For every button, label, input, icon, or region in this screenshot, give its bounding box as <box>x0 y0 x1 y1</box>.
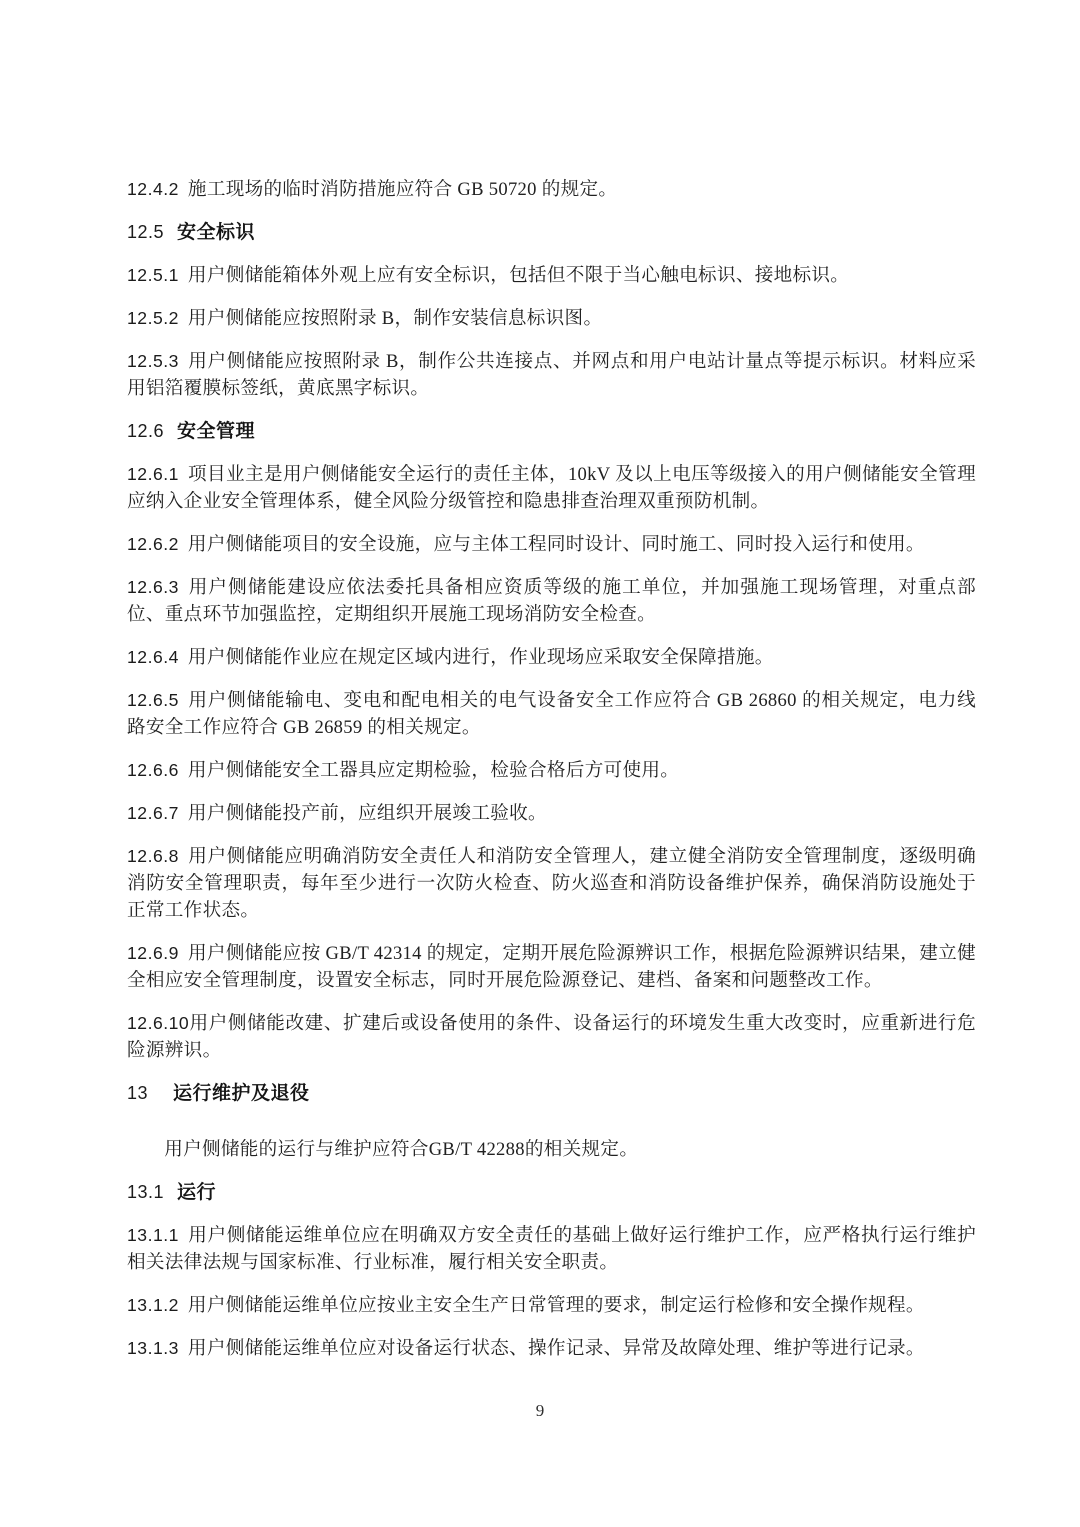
clause-13-1-2 <box>127 1292 976 1319</box>
clause-number: 12.6.1 <box>127 464 179 484</box>
clause-12-6-10 <box>127 1010 976 1064</box>
page-number: 9 <box>535 1401 545 1420</box>
clause-number: 12.6.2 <box>127 534 179 554</box>
clause-12-5-1 <box>127 262 976 289</box>
clause-text: 用户侧储能输电、变电和配电相关的电气设备安全工作应符合 GB 26860 的相关规定，电力线路安全工作应符合 GB 26859 的相关规定。 <box>127 690 976 738</box>
heading-number: 12.5 <box>127 222 165 242</box>
clause-12-4-2 <box>127 176 976 203</box>
clause-13-1-1 <box>127 1222 976 1276</box>
clause-text: 用户侧储能应明确消防安全责任人和消防安全管理人，建立健全消防安全管理制度，逐级明确消防安全管理职责，每年至少进行一次防火检查、防火巡查和消防设备维护保养，确保消防设施处于正常工作状态。 <box>127 846 976 921</box>
clause-number: 12.6.9 <box>127 943 179 963</box>
clause-text: 用户侧储能建设应依法委托具备相应资质等级的施工单位，并加强施工现场管理，对重点部位、重点环节加强监控，定期组织开展施工现场消防安全检查。 <box>127 577 976 625</box>
clause-text: 用户侧储能应按照附录 B，制作安装信息标识图。 <box>187 308 603 329</box>
clause-text: 用户侧储能项目的安全设施，应与主体工程同时设计、同时施工、同时投入运行和使用。 <box>187 534 925 555</box>
clause-number: 12.6.3 <box>127 577 179 597</box>
clause-12-6-1 <box>127 461 976 515</box>
clause-12-6-6 <box>127 757 976 784</box>
clause-text: 用户侧储能安全工器具应定期检验，检验合格后方可使用。 <box>187 760 680 781</box>
section-heading-12-6 <box>127 418 976 445</box>
clause-number: 12.5.3 <box>127 351 179 371</box>
section-heading-13-1 <box>127 1179 976 1206</box>
clause-12-5-3 <box>127 348 976 402</box>
clause-12-6-3 <box>127 574 976 628</box>
clause-number: 12.6.8 <box>127 846 179 866</box>
clause-12-5-2 <box>127 305 976 332</box>
heading-title: 运行维护及退役 <box>173 1083 310 1104</box>
clause-text: 用户侧储能应按 GB/T 42314 的规定，定期开展危险源辨识工作，根据危险源辨识结果，建立健全相应安全管理制度，设置安全标志，同时开展危险源登记、建档、备案和问题整改工作。 <box>127 943 976 991</box>
clause-text: 项目业主是用户侧储能安全运行的责任主体，10kV 及以上电压等级接入的用户侧储能安全管理应纳入企业安全管理体系，健全风险分级管控和隐患排查治理双重预防机制。 <box>127 464 976 512</box>
clause-number: 12.6.5 <box>127 690 179 710</box>
clause-number: 12.5.2 <box>127 308 179 328</box>
heading-title: 运行 <box>177 1182 217 1203</box>
clause-text: 用户侧储能作业应在规定区域内进行，作业现场应采取安全保障措施。 <box>187 647 774 668</box>
clause-12-6-8 <box>127 843 976 924</box>
heading-number: 12.6 <box>127 421 165 441</box>
clause-text: 用户侧储能箱体外观上应有安全标识，包括但不限于当心触电标识、接地标识。 <box>187 265 850 286</box>
clause-number: 12.5.1 <box>127 265 179 285</box>
section-heading-12-5 <box>127 219 976 246</box>
clause-number: 13.1.1 <box>127 1225 179 1245</box>
clause-number: 12.4.2 <box>127 179 179 199</box>
clause-number: 13.1.3 <box>127 1338 179 1358</box>
clause-12-6-9 <box>127 940 976 994</box>
clause-number: 13.1.2 <box>127 1295 179 1315</box>
clause-text: 用户侧储能运维单位应按业主安全生产日常管理的要求，制定运行检修和安全操作规程。 <box>187 1295 925 1316</box>
document-content <box>127 176 976 1378</box>
clause-12-6-2 <box>127 531 976 558</box>
clause-text: 用户侧储能应按照附录 B，制作公共连接点、并网点和用户电站计量点等提示标识。材料应采用铝箔覆膜标签纸，黄底黑字标识。 <box>127 351 976 399</box>
heading-title: 安全标识 <box>177 222 256 243</box>
heading-number: 13.1 <box>127 1182 165 1202</box>
clause-text: 用户侧储能运维单位应在明确双方安全责任的基础上做好运行维护工作，应严格执行运行维护相关法律法规与国家标准、行业标准，履行相关安全职责。 <box>127 1225 976 1273</box>
clause-number: 12.6.4 <box>127 647 179 667</box>
clause-text: 用户侧储能运维单位应对设备运行状态、操作记录、异常及故障处理、维护等进行记录。 <box>187 1338 925 1359</box>
chapter-heading-13 <box>127 1080 976 1107</box>
clause-12-6-4 <box>127 644 976 671</box>
clause-number: 12.6.7 <box>127 803 179 823</box>
clause-12-6-7 <box>127 800 976 827</box>
clause-13-1-3 <box>127 1335 976 1362</box>
clause-text: 施工现场的临时消防措施应符合 GB 50720 的规定。 <box>187 179 618 200</box>
body-paragraph: 用户侧储能的运行与维护应符合GB/T 42288的相关规定。 <box>164 1139 639 1160</box>
heading-title: 安全管理 <box>177 421 256 442</box>
clause-text: 用户侧储能改建、扩建后或设备使用的条件、设备运行的环境发生重大改变时，应重新进行危险源辨识。 <box>127 1013 976 1061</box>
clause-number: 12.6.6 <box>127 760 179 780</box>
heading-number: 13 <box>127 1083 149 1103</box>
clause-number: 12.6.10 <box>127 1013 190 1033</box>
clause-text: 用户侧储能投产前，应组织开展竣工验收。 <box>187 803 547 824</box>
clause-12-6-5 <box>127 687 976 741</box>
